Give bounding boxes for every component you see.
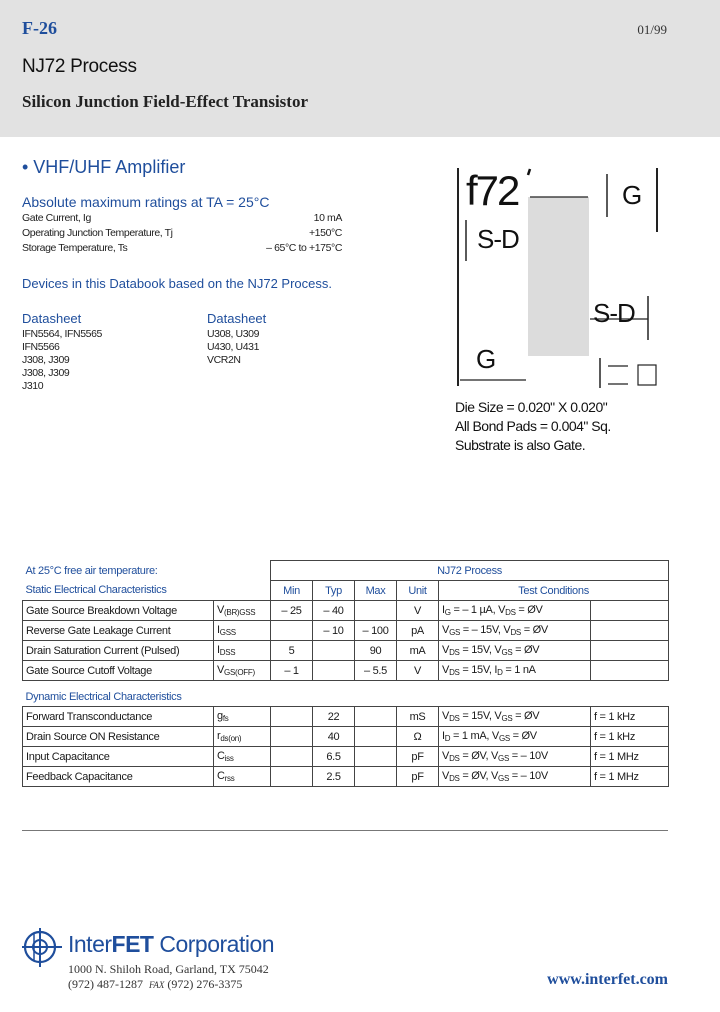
abs-max-heading: Absolute maximum ratings at TA = 25°C xyxy=(22,194,270,210)
param-name: Input Capacitance xyxy=(23,747,214,767)
characteristics-table xyxy=(22,560,669,787)
test-condition: $V_{GS}$ = – 15V, $V_{DS}$ = ØV xyxy=(439,621,591,641)
value-unit: pF xyxy=(397,767,439,787)
value-min xyxy=(271,747,313,767)
header-min: Min xyxy=(271,581,313,601)
rating-row xyxy=(22,227,342,239)
substrate-note: Substrate is also Gate. xyxy=(455,437,586,453)
website-link[interactable]: www.interfet.com xyxy=(547,971,668,988)
table-row xyxy=(23,747,669,767)
alignment-square xyxy=(638,365,656,385)
param-name: Drain Saturation Current (Pulsed) xyxy=(23,641,214,661)
test-condition: $V_{DS} = 15V$, $V_{GS}$ = ØV xyxy=(439,707,591,727)
rating-label: Operating Junction Temperature, Tj xyxy=(22,227,173,239)
value-min xyxy=(271,767,313,787)
page-code: F-26 xyxy=(22,18,57,38)
table-row xyxy=(23,767,669,787)
street-address: 1000 N. Shiloh Road, Garland, TX 75042 xyxy=(68,962,269,976)
param-name: Gate Source Cutoff Voltage xyxy=(23,661,214,681)
param-symbol: $I_{DSS}$ xyxy=(214,641,271,661)
interfet-logo-icon xyxy=(20,925,64,969)
test-condition: $I_D = 1$ mA, $V_{GS}$ = ØV xyxy=(439,727,591,747)
feature-bullet: • VHF/UHF Amplifier xyxy=(22,157,186,177)
param-name: Forward Transconductance xyxy=(23,707,214,727)
table-row xyxy=(23,621,669,641)
test-frequency: f = 1 kHz xyxy=(591,707,669,727)
value-typ: 22 xyxy=(313,707,355,727)
die-marking-tick xyxy=(528,169,530,175)
param-symbol: $C_{iss}$ xyxy=(214,747,271,767)
test-condition: $V_{DS} = 15V$, $V_{GS}$ = ØV xyxy=(439,641,591,661)
rating-label: Storage Temperature, Ts xyxy=(22,242,128,254)
param-symbol: $V_{(BR)GSS}$ xyxy=(214,601,271,621)
gate-body xyxy=(528,197,589,356)
revision-date: 01/99 xyxy=(637,22,667,37)
company-address xyxy=(68,962,269,993)
value-min xyxy=(271,727,313,747)
table-row xyxy=(23,707,669,727)
value-unit: V xyxy=(397,601,439,621)
param-symbol: $r_{ds(on)}$ xyxy=(214,727,271,747)
table-process-row xyxy=(23,561,669,581)
value-min: – 25 xyxy=(271,601,313,621)
value-max xyxy=(355,707,397,727)
value-unit: pA xyxy=(397,621,439,641)
devices-heading: Devices in this Databook based on the NJ72 Process. xyxy=(22,276,333,291)
param-symbol: $V_{GS(OFF)}$ xyxy=(214,661,271,681)
header-max: Max xyxy=(355,581,397,601)
bond-pad-note: All Bond Pads = 0.004" Sq. xyxy=(455,418,611,434)
test-frequency: f = 1 MHz xyxy=(591,747,669,767)
page-subtitle: Silicon Junction Field-Effect Transistor xyxy=(22,92,309,111)
datasheet-item: U308, U309 xyxy=(207,328,260,340)
test-condition: $I_G$ = – 1 µA, $V_{DS}$ = ØV xyxy=(439,601,591,621)
datasheet-item: VCR2N xyxy=(207,354,241,366)
test-condition: $V_{DS}$ = ØV, $V_{GS}$ = – 10V xyxy=(439,767,591,787)
value-unit: pF xyxy=(397,747,439,767)
value-typ xyxy=(313,661,355,681)
die-marking: f72 xyxy=(466,167,519,214)
param-name: Reverse Gate Leakage Current xyxy=(23,621,214,641)
rating-value: – 65°C to +175°C xyxy=(266,242,342,254)
value-min: 5 xyxy=(271,641,313,661)
param-name: Drain Source ON Resistance xyxy=(23,727,214,747)
value-max xyxy=(355,747,397,767)
test-frequency: f = 1 kHz xyxy=(591,727,669,747)
value-min: – 1 xyxy=(271,661,313,681)
pad-label-sd-left: S-D xyxy=(477,224,519,254)
die-size-note: Die Size = 0.020" X 0.020" xyxy=(455,399,608,415)
table-row xyxy=(23,601,669,621)
value-unit: Ω xyxy=(397,727,439,747)
value-max xyxy=(355,727,397,747)
test-frequency: f = 1 MHz xyxy=(591,767,669,787)
value-max: – 100 xyxy=(355,621,397,641)
condition-note: At 25°C free air temperature: xyxy=(25,564,158,577)
value-min xyxy=(271,707,313,727)
test-frequency xyxy=(591,641,669,661)
value-unit: mS xyxy=(397,707,439,727)
datasheet-item: J308, J309 xyxy=(22,354,70,366)
value-typ: 6.5 xyxy=(313,747,355,767)
datasheet-list-2 xyxy=(207,328,259,367)
value-max: – 5.5 xyxy=(355,661,397,681)
datasheet-item: J310 xyxy=(22,380,44,392)
param-name: Gate Source Breakdown Voltage xyxy=(23,601,214,621)
header-unit: Unit xyxy=(397,581,439,601)
value-typ: – 40 xyxy=(313,601,355,621)
value-typ: 40 xyxy=(313,727,355,747)
process-header: NJ72 Process xyxy=(271,561,669,581)
datasheet-item: U430, U431 xyxy=(207,341,260,353)
die-notes xyxy=(455,398,611,455)
datasheet-heading-1: Datasheet xyxy=(22,311,82,326)
value-typ: 2.5 xyxy=(313,767,355,787)
value-typ xyxy=(313,641,355,661)
header-typ: Typ xyxy=(313,581,355,601)
datasheet-list-1 xyxy=(22,328,102,393)
test-frequency xyxy=(591,661,669,681)
table-header-row xyxy=(23,581,669,601)
test-frequency xyxy=(591,601,669,621)
pad-label-g-top: G xyxy=(622,180,643,210)
rating-value: 10 mA xyxy=(313,212,342,224)
pad-label-g-bottom: G xyxy=(476,344,497,374)
table-row xyxy=(23,661,669,681)
test-frequency xyxy=(591,621,669,641)
pad-label-sd-right: S-D xyxy=(593,298,635,328)
test-condition: $V_{DS}$ = ØV, $V_{GS}$ = – 10V xyxy=(439,747,591,767)
section-divider xyxy=(22,830,668,831)
param-symbol: $I_{GSS}$ xyxy=(214,621,271,641)
rating-value: +150°C xyxy=(308,227,342,239)
test-condition: $V_{DS} = 15V$, $I_D = 1$ nA xyxy=(439,661,591,681)
table-row xyxy=(23,641,669,661)
rating-row xyxy=(22,212,342,224)
param-symbol: $g_{fs}$ xyxy=(214,707,271,727)
static-section-title: Static Electrical Characteristics xyxy=(25,584,167,597)
datasheet-item: J308, J309 xyxy=(22,367,70,379)
rating-label: Gate Current, Ig xyxy=(22,212,91,224)
param-name: Feedback Capacitance xyxy=(23,767,214,787)
phone-line: (972) 487-1287 FAX (972) 276-3375 xyxy=(68,977,243,991)
value-typ: – 10 xyxy=(313,621,355,641)
table-row xyxy=(23,727,669,747)
datasheet-item: IFN5564, IFN5565 xyxy=(22,328,102,340)
rating-row xyxy=(22,242,342,254)
value-unit: mA xyxy=(397,641,439,661)
value-min xyxy=(271,621,313,641)
die-diagram xyxy=(452,160,668,396)
dynamic-section-title: Dynamic Electrical Characteristics xyxy=(25,690,182,703)
param-symbol: $C_{rss}$ xyxy=(214,767,271,787)
datasheet-heading-2: Datasheet xyxy=(207,311,267,326)
value-unit: V xyxy=(397,661,439,681)
company-name: InterFET Corporation xyxy=(68,931,275,957)
datasheet-item: IFN5566 xyxy=(22,341,60,353)
value-max xyxy=(355,601,397,621)
value-max xyxy=(355,767,397,787)
page-title: NJ72 Process xyxy=(22,56,137,77)
header-test-conditions: Test Conditions xyxy=(439,581,669,601)
table-section-row xyxy=(23,687,669,707)
value-max: 90 xyxy=(355,641,397,661)
